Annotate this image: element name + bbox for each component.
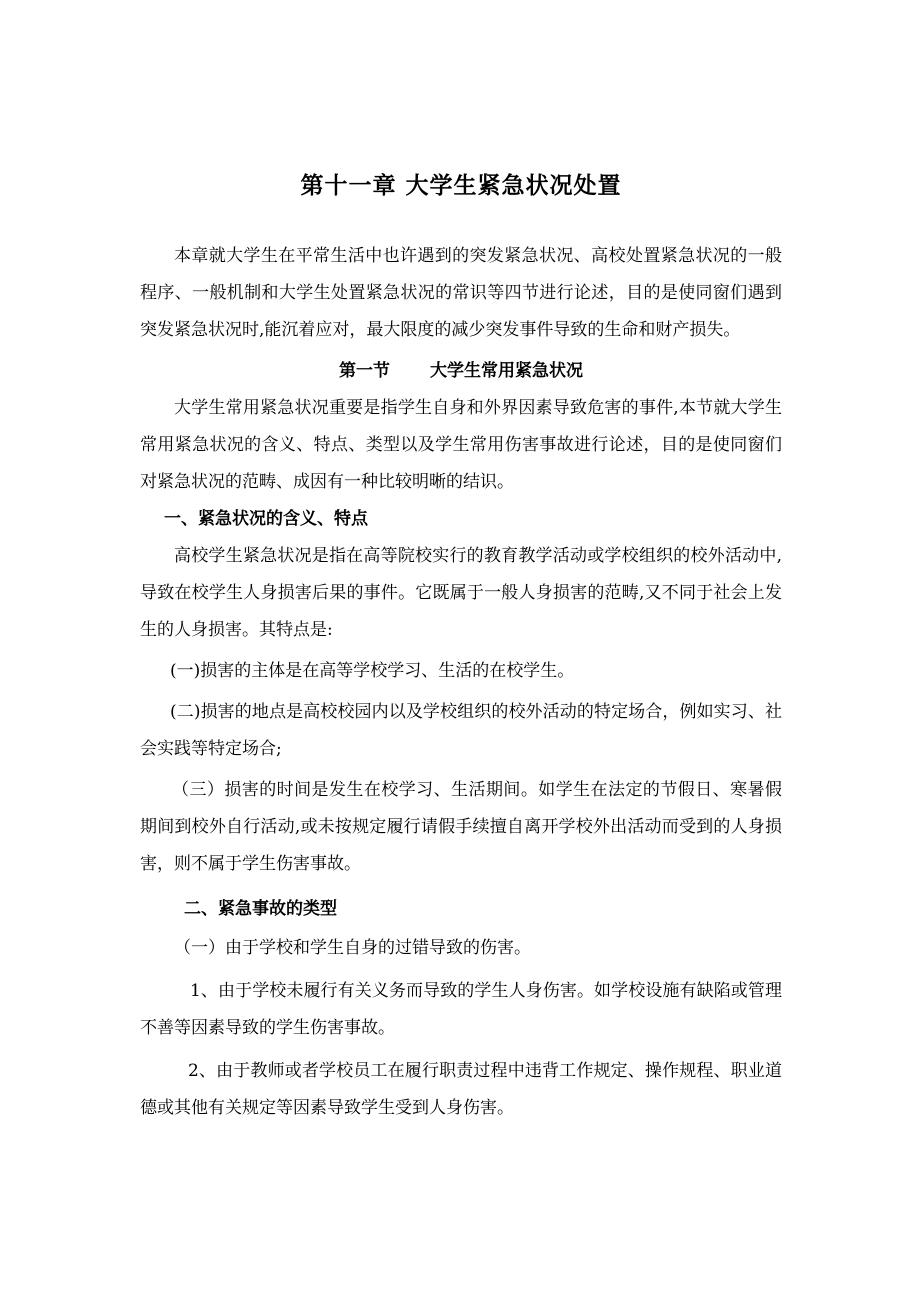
chapter-title: 第十一章 大学生紧急状况处置 [300, 172, 622, 199]
type-item-fault: （一）由于学校和学生自身的过错导致的伤害。 [174, 938, 531, 958]
subheading-accident-types: 二、紧急事故的类型 [184, 899, 337, 919]
definition-paragraph: 高校学生紧急状况是指在高等院校实行的教育教学活动或学校组织的校外活动中,导致在校学生人身损害后果的事件。它既属于一般人身损害的范畴,又不同于社会上发生的人身损害。其特点是: [140, 546, 782, 640]
document-body [140, 168, 782, 1127]
subheading-meaning-features: 一、紧急状况的含义、特点 [164, 509, 368, 529]
type-subitem-1: 1、由于学校未履行有关义务而导致的学生人身伤害。如学校设施有缺陷或管理不善等因素导致的学生伤害事故。 [140, 981, 782, 1038]
section-number: 第一节 [339, 361, 390, 381]
feature-item-time: （三）损害的时间是发生在校学习、生活期间。如学生在法定的节假日、寒暑假期间到校外自行活动,或未按规定履行请假手续擅自离开学校外出活动而受到的人身损害，则不属于学生伤害事故。 [140, 780, 782, 874]
section-intro-paragraph: 大学生常用紧急状况重要是指学生自身和外界因素导致危害的事件,本节就大学生常用紧急状况的含义、特点、类型以及学生常用伤害事故进行论述，目的是使同窗们对紧急状况的范畴、成因有一种比较明晰的结识。 [140, 398, 782, 492]
section-heading: 大学生常用紧急状况 [430, 361, 583, 381]
type-subitem-2: 2、由于教师或者学校员工在履行职责过程中违背工作规定、操作规程、职业道德或其他有关规定等因素导致学生受到人身伤害。 [140, 1061, 782, 1118]
section-title [140, 353, 782, 390]
feature-item-location: (二)损害的地点是高校校园内以及学校组织的校外活动的特定场合，例如实习、社会实践等特定场合; [140, 702, 782, 759]
chapter-intro-paragraph: 本章就大学生在平常生活中也许遇到的突发紧急状况、高校处置紧急状况的一般程序、一般机制和大学生处置紧急状况的常识等四节进行论述，目的是使同窗们遇到突发紧急状况时,能沉着应对，最大限度的减少突发事件导致的生命和财产损失。 [140, 246, 782, 340]
feature-item-subject: (一)损害的主体是在高等学校学习、生活的在校学生。 [170, 661, 575, 681]
